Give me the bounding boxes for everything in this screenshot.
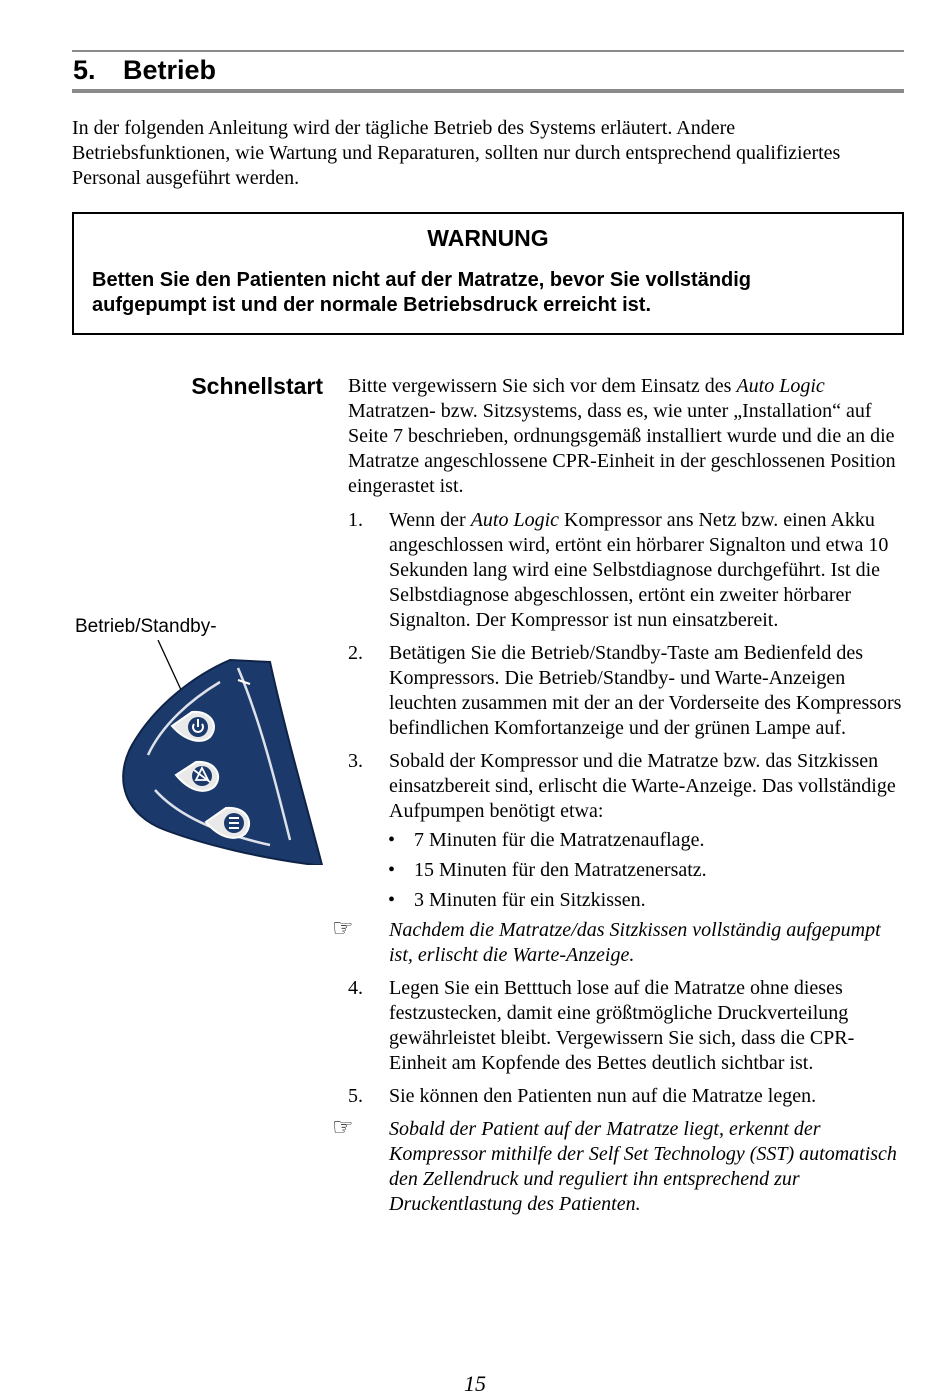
list-item: • 3 Minuten für ein Sitzkissen. [388, 889, 646, 911]
steps-list [348, 508, 908, 824]
step-number: 3. [348, 750, 363, 772]
product-name: Auto Logic [736, 375, 825, 397]
note-inflation: ☞ Nachdem die Matratze/das Sitzkissen vollständig aufgepumpt ist, erlischt die Warte-Anzeige. [332, 914, 881, 966]
list-item [348, 641, 908, 741]
step-number: 5. [348, 1085, 363, 1107]
step-number: 2. [348, 642, 363, 664]
header-rule-bottom [72, 89, 904, 93]
list-item [348, 1084, 908, 1109]
page-number: 15 [464, 1371, 486, 1396]
list-item: 1. Wenn der Auto Logic Kompressor ans Netz bzw. einen Akku angeschlossen wird, ertönt ein hörbarer Signalton und etwa 10 Sekunden lang wird eine Selbstdiagnose durchgeführt. Ist die Selbstdiagnose abgeschlossen, ertönt ein zweiter hörbarer Signalton. Der Kompressor ist nun einsatzbereit. [348, 509, 889, 631]
warning-box [72, 212, 904, 335]
section-number: 5. [73, 55, 96, 85]
step-number: 1. [348, 509, 363, 531]
list-item: • 7 Minuten für die Matratzenauflage. [388, 829, 705, 851]
list-item [348, 976, 908, 1076]
control-panel-illustration [110, 640, 325, 865]
quickstart-heading: Schnellstart [191, 373, 323, 399]
step-number: 4. [348, 977, 363, 999]
steps-list-continued [348, 976, 908, 1109]
note-sst: ☞ Sobald der Patient auf der Matratze liegt, erkennt der Kompressor mithilfe der Self Set Technology (SST) automatisch den Zellendruck und reguliert ihn entsprechend zur Druckentlastung des Patienten. [332, 1113, 897, 1215]
pointing-hand-icon: ☞ [332, 1113, 354, 1141]
list-item: • 15 Minuten für den Matratzenersatz. [388, 859, 707, 881]
step-text: Betätigen Sie die Betrieb/Standby-Taste am Bedienfeld des Kompressors. Die Betrieb/Standby- und Warte-Anzeigen leuchten zusammen mit der an der Vorderseite des Kompressors befindlichen Komfortanzeige und der grünen Lampe auf. [389, 642, 902, 739]
pointing-hand-icon: ☞ [332, 914, 354, 942]
list-item [348, 749, 908, 824]
product-name: Auto Logic [470, 509, 560, 531]
quickstart-body [332, 374, 908, 1225]
figure-label: Betrieb/Standby- [75, 616, 217, 637]
step-text: Legen Sie ein Betttuch lose auf die Matratze ohne dieses festzustecken, damit eine größtmögliche Druckverteilung gewährleistet bleibt. Vergewissern Sie sich, dass die CPR-Einheit am Kopfende des Bettes deutlich sichtbar ist. [389, 977, 855, 1074]
duration-list [348, 828, 908, 913]
header-rule-top [72, 50, 904, 52]
section-title-text: Betrieb [123, 55, 217, 85]
intro-paragraph: In der folgenden Anleitung wird der tägliche Betrieb des Systems erläutert. Andere Betriebsfunktionen, wie Wartung und Reparaturen, sollten nur durch entsprechend qualifiziertes Personal ausgeführt werden. [72, 117, 841, 189]
step-text: Sobald der Kompressor und die Matratze bzw. das Sitzkissen einsatzbereit sind, erlischt die Warte-Anzeige. Das vollständige Aufpumpen benötigt etwa: [389, 750, 896, 822]
warning-text: Betten Sie den Patienten nicht auf der Matratze, bevor Sie vollständig aufgepumpt ist und der normale Betriebsdruck erreicht ist. [92, 269, 752, 316]
quickstart-intro: Bitte vergewissern Sie sich vor dem Einsatz des Auto Logic Matratzen- bzw. Sitzsystems, dass es, wie unter „Installation“ auf Seite 7 beschrieben, ordnungsgemäß installiert wurde und die an die Matratze angeschlossene CPR-Einheit in der geschlossenen Position eingerastet ist. [348, 375, 896, 497]
section-title [73, 53, 216, 87]
step-text: Sie können den Patienten nun auf die Matratze legen. [389, 1085, 817, 1107]
warning-title: WARNUNG [427, 225, 549, 251]
